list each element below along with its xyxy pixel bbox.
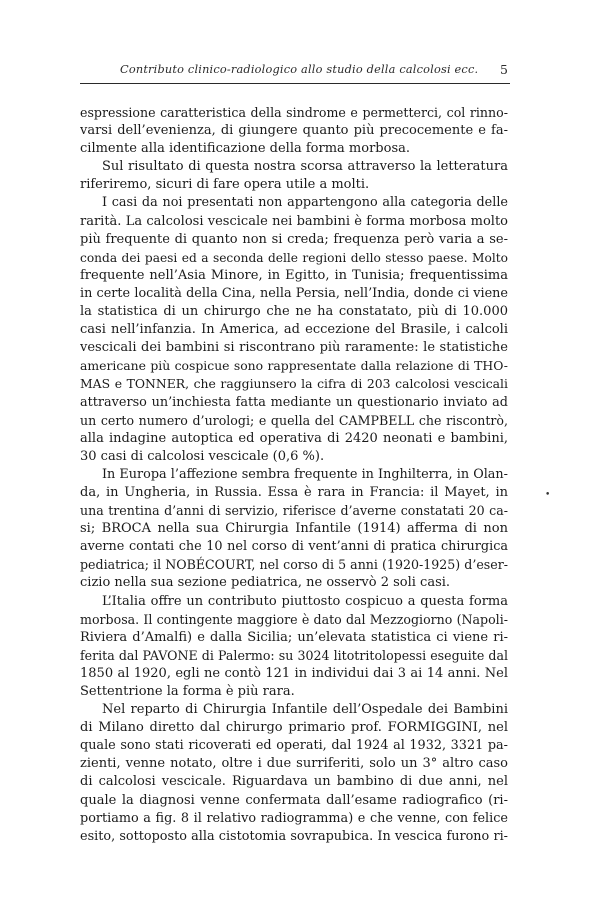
running-header-title: Contributo clinico-radiologico allo studio della calcolosi ecc. xyxy=(120,63,479,76)
text-line: da, in Ungheria, in Russia. Essa è rara in Francia: il Mayet, in xyxy=(80,484,508,500)
text-line: Nel reparto di Chirurgia Infantile dell’Ospedale dei Bambini xyxy=(102,702,508,718)
text-line: Settentrione la forma è più rara. xyxy=(80,684,295,699)
text-line: cilmente alla identificazione della forma morbosa. xyxy=(80,141,410,157)
paragraph xyxy=(80,158,508,194)
text-line: riferiremo, sicuri di fare opera utile a molti. xyxy=(80,177,370,193)
text-line: americane più cospicue sono rappresentate dalla relazione di THO- xyxy=(80,358,508,374)
text-line: rarità. La calcolosi vescicale nei bambini è forma morbosa molto xyxy=(80,213,508,229)
running-header xyxy=(80,61,510,84)
text-line: varsi dell’evenienza, di giungere quanto più precocemente e fa- xyxy=(80,123,508,139)
text-line: più frequente di quanto non si creda; frequenza però varia a se- xyxy=(80,231,508,247)
text-line: cizio nella sua sezione pediatrica, ne osservò 2 soli casi. xyxy=(80,575,451,591)
body-text xyxy=(80,104,508,846)
text-line: portiamo a fig. 8 il relativo radiogramma) e che venne, con felice xyxy=(80,810,508,826)
text-line: 1850 al 1920, egli ne contò 121 in individui dai 3 ai 14 anni. Nel xyxy=(80,665,508,681)
text-line: esito, sottoposto alla cistotomia sovrapubica. In vescica furono ri- xyxy=(80,828,508,844)
text-line: vescicali dei bambini si riscontrano più raramente: le statistiche xyxy=(80,340,508,356)
text-line: si; BROCA nella sua Chirurgia Infantile (1914) afferma di non xyxy=(80,521,508,537)
text-line: ferita dal PAVONE di Palermo: su 3024 litotritolopessi eseguite dal xyxy=(80,647,508,663)
text-line: di calcolosi vescicale. Riguardava un bambino di due anni, nel xyxy=(80,774,508,790)
text-line: 30 casi di calcolosi vescicale (0,6 %). xyxy=(80,448,325,464)
text-line: I casi da noi presentati non appartengono alla categoria delle xyxy=(102,195,508,211)
text-line: morbosa. Il contingente maggiore è dato dal Mezzogiorno (Napoli- xyxy=(80,611,508,627)
text-line: casi nell’infanzia. In America, ad eccezione del Brasile, i calcoli xyxy=(80,322,508,338)
text-line: la statistica di un chirurgo che ne ha constatato, più di 10.000 xyxy=(80,304,508,320)
text-line: averne contati che 10 nel corso di vent’anni di pratica chirurgica xyxy=(80,539,508,555)
text-line: quale sono stati ricoverati ed operati, dal 1924 al 1932, 3321 pa- xyxy=(80,738,508,754)
text-line: L’Italia offre un contributo piuttosto cospicuo a questa forma xyxy=(102,593,508,609)
text-line: Sul risultato di questa nostra scorsa attraverso la letteratura xyxy=(102,159,508,175)
text-line: di Milano diretto dal chirurgo primario prof. FORMIGGINI, nel xyxy=(80,720,508,736)
text-line: frequente nell’Asia Minore, in Egitto, in Tunisia; frequentissima xyxy=(80,267,508,283)
paragraph xyxy=(80,194,508,465)
paragraph xyxy=(80,701,508,846)
text-line: attraverso un’inchiesta fatta mediante un questionario inviato ad xyxy=(80,394,508,410)
text-line: un certo numero d’urologi; e quella del CAMPBELL che riscontrò, xyxy=(80,412,508,428)
stray-print-mark: • xyxy=(545,490,551,500)
text-line: In Europa l’affezione sembra frequente in Inghilterra, in Olan- xyxy=(102,466,508,482)
text-line: quale la diagnosi venne confermata dall’esame radiografico (ri- xyxy=(80,792,508,808)
text-line: una trentina d’anni di servizio, riferisce d’averne constatati 20 ca- xyxy=(80,503,508,519)
text-line: conda dei paesi ed a seconda delle regioni dello stesso paese. Molto xyxy=(80,250,508,265)
paragraph xyxy=(80,593,508,702)
text-line: MAS e TONNER, che raggiunsero la cifra di 203 calcolosi vescicali xyxy=(80,376,508,392)
text-line: alla indagine autoptica ed operativa di 2420 neonati e bambini, xyxy=(80,430,508,446)
paragraph xyxy=(80,466,508,593)
text-line: zienti, venne notato, oltre i due surriferiti, solo un 3° altro caso xyxy=(80,756,508,772)
text-line: in certe località della Cina, nella Persia, nell’India, donde ci viene xyxy=(80,285,508,301)
text-line: espressione caratteristica della sindrome e permetterci, col rinno- xyxy=(80,105,508,120)
page-number: 5 xyxy=(500,62,508,77)
text-line: pediatrica; il NOBÉCOURT, nel corso di 5 anni (1920-1925) d’eser- xyxy=(80,557,508,573)
paragraph xyxy=(80,104,508,158)
text-line: Riviera d’Amalfi) e dalla Sicilia; un’elevata statistica ci viene ri- xyxy=(80,629,508,645)
